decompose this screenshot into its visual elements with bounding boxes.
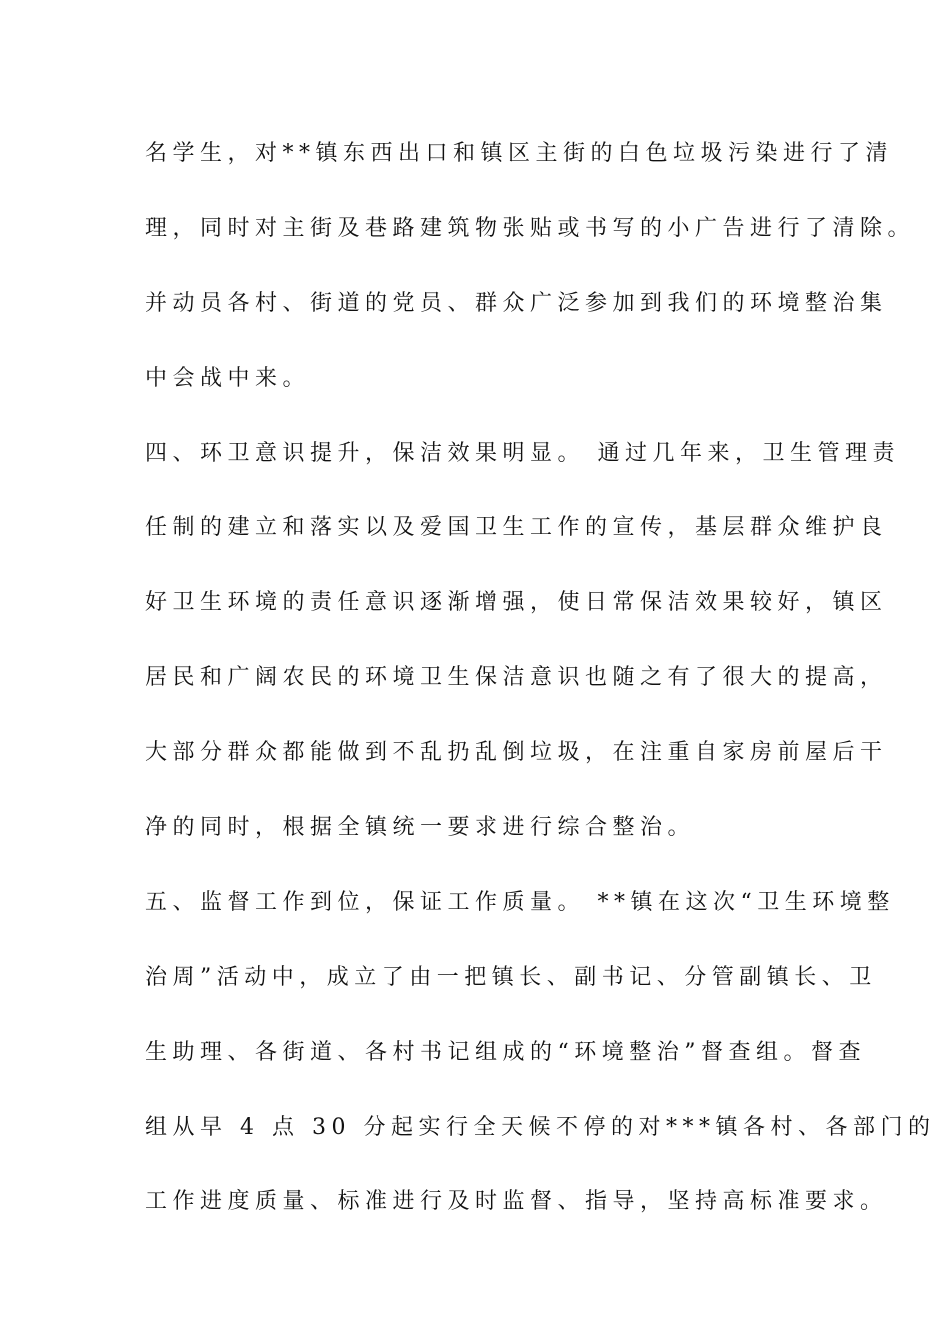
text-line: 生助理、各街道、各村书记组成的“环境整治”督查组。督查 — [145, 1039, 866, 1065]
text-line: 工作进度质量、标准进行及时监督、指导，坚持高标准要求。 — [145, 1189, 888, 1215]
text-line: 中会战中来。 — [145, 365, 311, 391]
text-line: 居民和广阔农民的环境卫生保洁意识也随之有了很大的提高， — [145, 665, 888, 691]
text-line: 名学生，对**镇东西出口和镇区主街的白色垃圾污染进行了清 — [145, 141, 894, 166]
document-body — [145, 125, 936, 1248]
text-line: 并动员各村、街道的党员、群众广泛参加到我们的环境整治集 — [145, 290, 888, 316]
text-line: 任制的建立和落实以及爱国卫生工作的宣传，基层群众维护良 — [145, 515, 888, 541]
text-line: 治周”活动中，成立了由一把镇长、副书记、分管副镇长、卫 — [145, 964, 877, 990]
text-line: 好卫生环境的责任意识逐渐增强，使日常保洁效果较好，镇区 — [145, 590, 888, 616]
text-line: 组从早 4 点 30 分起实行全天候不停的对***镇各村、各部门的 — [145, 1114, 936, 1140]
text-line: 净的同时，根据全镇统一要求进行综合整治。 — [145, 815, 696, 841]
section-four-heading-line: 四、环卫意识提升，保洁效果明显。 通过几年来，卫生管理责 — [145, 440, 900, 466]
text-line: 大部分群众都能做到不乱扔乱倒垃圾，在注重自家房前屋后干 — [145, 740, 888, 766]
text-line: 理，同时对主街及巷路建筑物张贴或书写的小广告进行了清除。 — [145, 215, 916, 241]
section-five-heading-line: 五、监督工作到位，保证工作质量。 **镇在这次“卫生环境整 — [145, 889, 895, 915]
